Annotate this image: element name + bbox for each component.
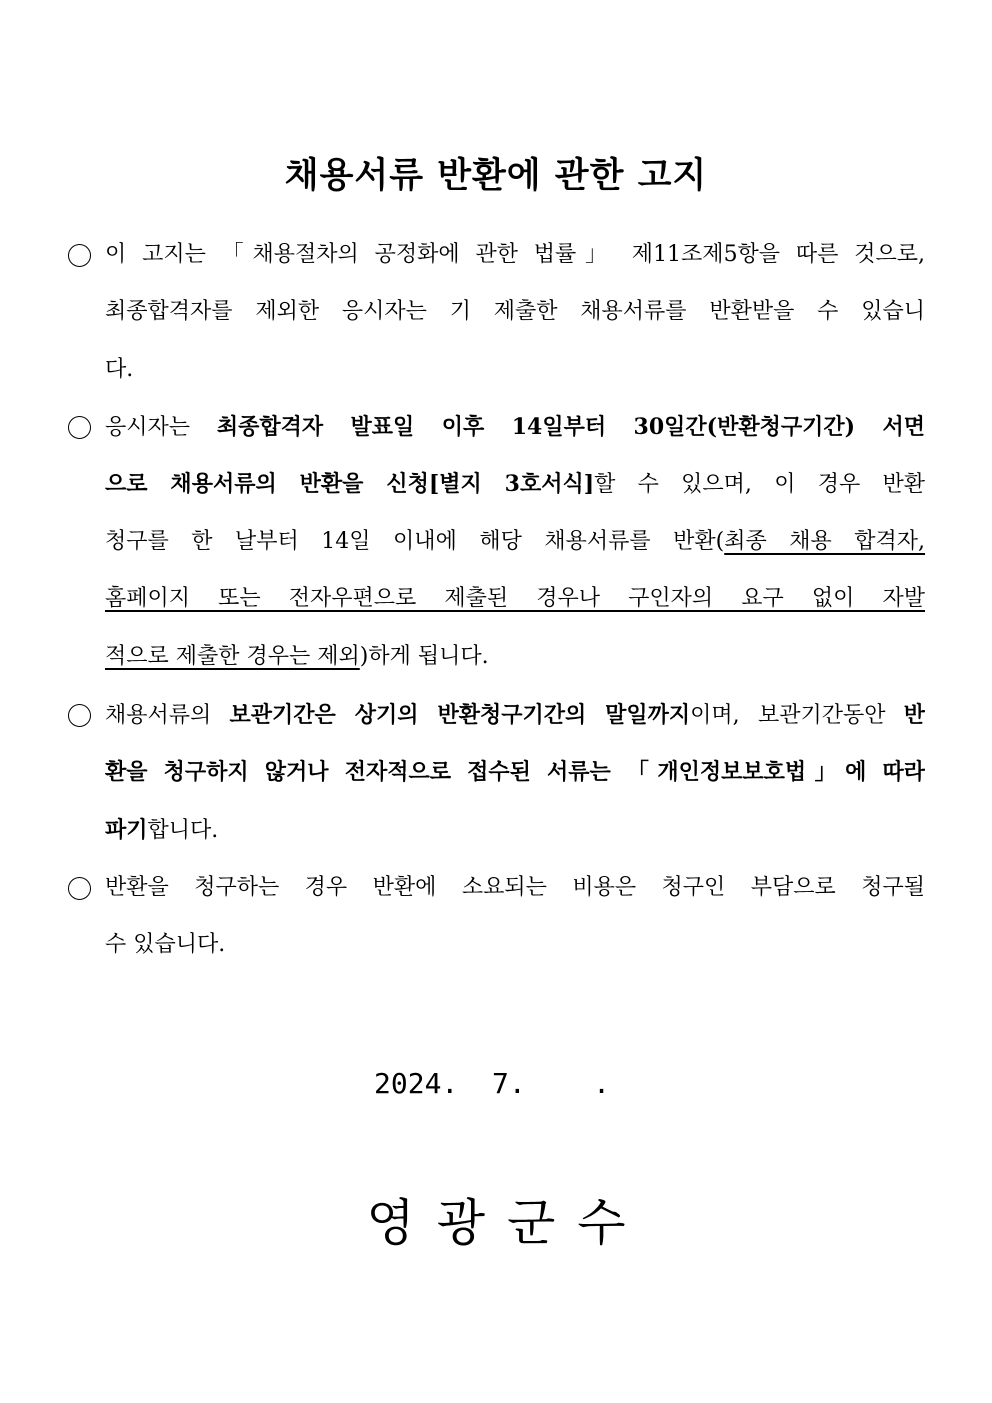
notice-line: 홈페이지 또는 전자우편으로 제출된 경우나 구인자의 요구 없이 자발	[105, 586, 925, 611]
notice-line: 이 고지는 「채용절차의 공정화에 관한 법률」 제11조제5항을 따른 것으로,	[105, 242, 925, 267]
notice-line: 반환을 청구하는 경우 반환에 소요되는 비용은 청구인 부담으로 청구될	[105, 875, 925, 900]
notice-line: 채용서류의 보관기간은 상기의 반환청구기간의 말일까지이며, 보관기간동안 반	[105, 702, 925, 728]
notice-line: 다.	[105, 357, 134, 382]
notice-line: 수 있습니다.	[105, 932, 226, 957]
notice-line: 파기합니다.	[105, 817, 219, 843]
notice-line: 환을 청구하지 않거나 전자적으로 접수된 서류는 「개인정보보호법」에 따라	[105, 759, 925, 785]
notice-line: 최종합격자를 제외한 응시자는 기 제출한 채용서류를 반환받을 수 있습니	[105, 299, 925, 324]
notice-line: 적으로 제출한 경우는 제외)하게 됩니다.	[105, 644, 489, 669]
notice-line: 응시자는 최종합격자 발표일 이후 14일부터 30일간(반환청구기간) 서면	[105, 414, 925, 440]
notice-date: 2024. 7. .	[374, 1067, 611, 1100]
document-title: 채용서류 반환에 관한 고지	[284, 156, 708, 196]
notice-line: 청구를 한 날부터 14일 이내에 해당 채용서류를 반환(최종 채용 합격자,	[105, 529, 925, 554]
issuer-signature: 영광군수	[366, 1194, 648, 1252]
circle-bullet-icon	[68, 877, 91, 900]
circle-bullet-icon	[68, 244, 91, 267]
circle-bullet-icon	[68, 416, 91, 439]
notice-line: 으로 채용서류의 반환을 신청[별지 3호서식]할 수 있으며, 이 경우 반환	[105, 471, 925, 497]
circle-bullet-icon	[68, 704, 91, 727]
